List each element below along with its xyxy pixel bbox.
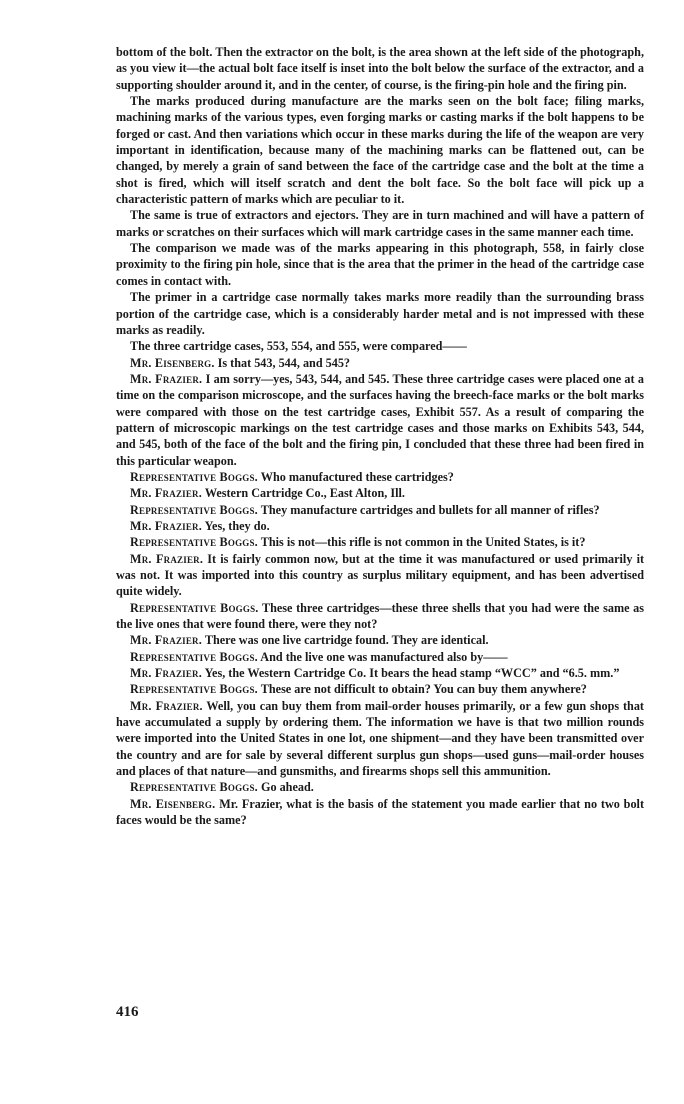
speaker-name: Mr. Frazier. [130,371,203,386]
speaker-name: Mr. Frazier. [130,633,202,648]
page-number: 416 [116,1004,139,1020]
speaker-name: Representative Boggs. [130,502,258,517]
paragraph: bottom of the bolt. Then the extractor on the bolt, is the area shown at the left side of the photograph, as you view it—the actual bolt face itself is inset into the bolt below the surface of the extractor, and a supporting shoulder around it, and in the center, of course, is the firing-pin hole and the firing pin. [116,45,644,92]
testimony-paragraph: Mr. Eisenberg. Is that 543, 544, and 545? [130,355,351,370]
paragraph: The primer in a cartridge case normally takes marks more readily than the surrounding brass portion of the cartridge case, which is a considerably harder metal and is not impressed with these marks as readily. [116,290,644,337]
testimony-paragraph: Mr. Eisenberg. Mr. Frazier, what is the basis of the statement you made earlier that no two bolt faces would be the same? [116,796,645,828]
testimony-paragraph: Representative Boggs. Who manufactured these cartridges? [130,469,454,484]
speaker-name: Representative Boggs. [130,780,258,795]
testimony-paragraph: Representative Boggs. And the live one was manufactured also by—— [130,649,508,664]
testimony-paragraph: Mr. Frazier. It is fairly common now, but at the time it was manufactured or used primarily it was not. It was imported into this country as surplus military equipment, and has been advertised quite widely. [116,551,645,599]
testimony-paragraph: Representative Boggs. These three cartridges—these three shells that you had were the same as the live ones that were found there, were they not? [116,600,645,632]
speaker-name: Representative Boggs. [130,469,258,484]
speaker-name: Mr. Frazier. [130,551,204,566]
testimony-paragraph: Representative Boggs. They manufacture cartridges and bullets for all manner of rifles? [130,502,600,517]
paragraph: The same is true of extractors and ejectors. They are in turn machined and will have a pattern of marks or scratches on their surfaces which will mark cartridge cases in the same manner each time. [116,208,644,239]
testimony-paragraph: Mr. Frazier. Yes, the Western Cartridge Co. It bears the head stamp “WCC” and “6.5. mm.” [130,666,620,681]
testimony-paragraph: Mr. Frazier. Well, you can buy them from mail-order houses primarily, or a few gun shops that have accumulated a supply by ordering them. The information we have is that two million rounds were imported into the United States in one lot, one shipment—and they have been transmitted over the country and are for sale by several different surplus gun shops—used guns—mail-order houses and places of that nature—and gunsmiths, and firearms shops sell this ammunition. [116,698,644,779]
speaker-name: Representative Boggs. [130,535,258,550]
testimony-paragraph: Representative Boggs. This is not—this rifle is not common in the United States, is it? [130,535,586,550]
testimony-paragraph: Representative Boggs. These are not difficult to obtain? You can buy them anywhere? [130,682,587,697]
speaker-name: Mr. Frazier. [130,666,202,681]
speaker-name: Representative Boggs. [130,600,259,615]
speaker-name: Representative Boggs. [130,649,258,664]
testimony-paragraph: Mr. Frazier. I am sorry—yes, 543, 544, and 545. These three cartridge cases were placed one at a time on the comparison microscope, and the surfaces having the breech-face marks or the bolt marks were compared with those on the test cartridge cases, Exhibit 557. As a result of comparing the pattern of microscopic markings on the test cartridge cases and those marks on Exhibits 543, 544, and 545, both of the face of the bolt and the firing pin, I concluded that these three had been fired in this particular weapon. [116,371,645,468]
speaker-name: Representative Boggs. [130,682,258,697]
transcript-page [116,44,644,829]
speaker-name: Mr. Frazier. [130,698,203,713]
testimony-paragraph: Mr. Frazier. Yes, they do. [130,518,270,533]
speaker-name: Mr. Eisenberg. [130,355,215,370]
testimony-paragraph: Representative Boggs. Go ahead. [130,780,314,795]
speaker-name: Mr. Frazier. [130,518,202,533]
testimony-paragraph: Mr. Frazier. There was one live cartridge found. They are identical. [130,633,489,648]
paragraph: The marks produced during manufacture are the marks seen on the bolt face; filing marks, machining marks of the various types, even forging marks or casting marks if the bolt happens to be forged or cast. And then variations which occur in these marks during the life of the weapon are very important in identification, because many of the machining marks can be flattened out, can be changed, by merely a grain of sand between the face of the cartridge case and the bolt at the time a shot is fired, which will itself scratch and dent the bolt face. So the bolt face will pick up a characteristic pattern of marks which are peculiar to it. [116,94,644,207]
paragraph: The three cartridge cases, 553, 554, and 555, were compared—— [130,339,467,354]
speaker-name: Mr. Frazier. [130,486,202,501]
speaker-name: Mr. Eisenberg. [130,796,216,811]
testimony-paragraph: Mr. Frazier. Western Cartridge Co., East Alton, Ill. [130,486,405,501]
paragraph: The comparison we made was of the marks appearing in this photograph, 558, in fairly close proximity to the firing pin hole, since that is the area that the primer in the head of the cartridge case comes in contact with. [116,241,644,288]
